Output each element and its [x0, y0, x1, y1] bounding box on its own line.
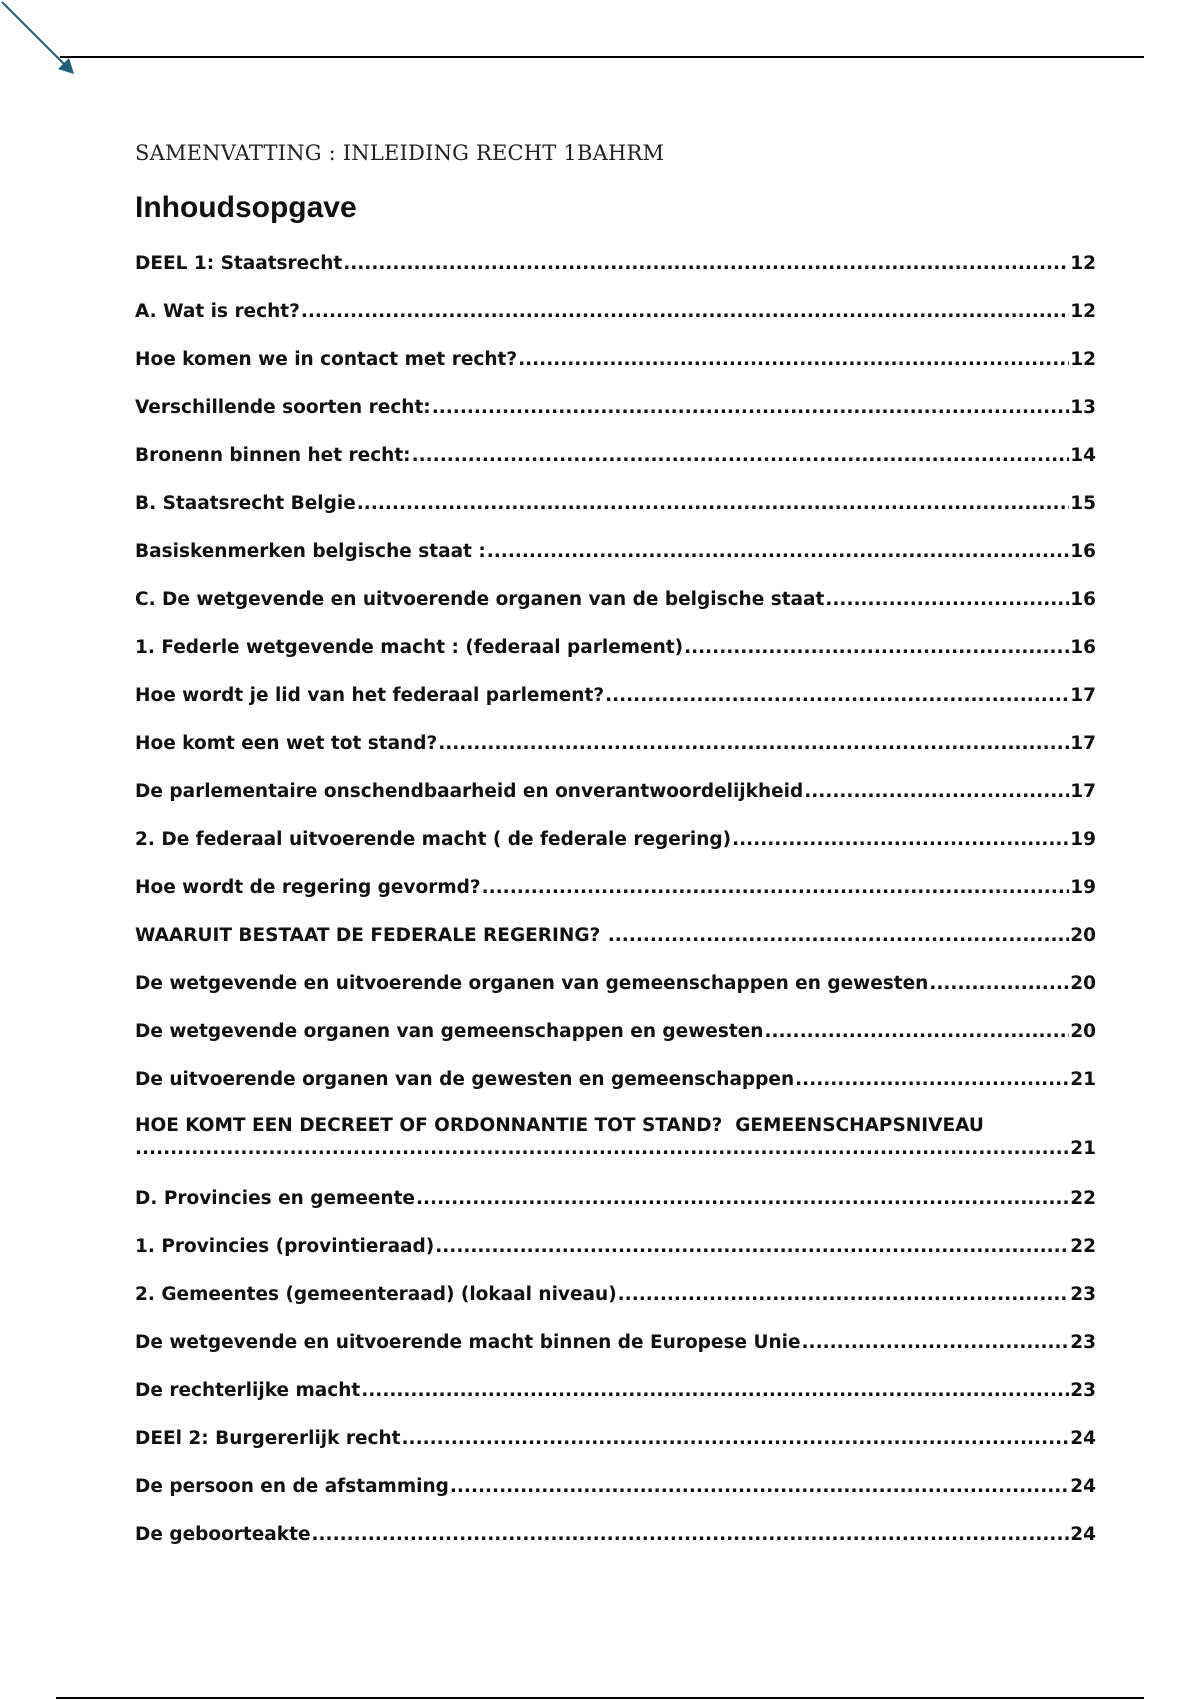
toc-page-number: 21: [1070, 1138, 1096, 1159]
toc-dot-leader: [802, 1329, 1070, 1357]
toc-dot-leader: [301, 298, 1069, 326]
toc-dot-leader: [518, 346, 1069, 374]
toc-dot-leader: [402, 1425, 1070, 1453]
toc-entry-title: DEEl 2: Burgererlijk recht: [135, 1428, 401, 1449]
toc-entry[interactable]: [135, 1185, 1096, 1233]
toc-dot-leader: [929, 970, 1069, 998]
toc-page-number: 24: [1070, 1476, 1096, 1497]
toc-dot-leader: [487, 538, 1070, 566]
toc-page-number: 20: [1070, 973, 1096, 994]
toc-dot-leader: [482, 874, 1070, 902]
toc-entry-title: C. De wetgevende en uitvoerende organen van de belgische staat: [135, 589, 825, 610]
toc-entry[interactable]: [135, 634, 1096, 682]
toc-page-number: 17: [1070, 733, 1096, 754]
toc-entry-title: Hoe komen we in contact met recht?: [135, 349, 518, 370]
toc-entry-title: 1. Provincies (provintieraad): [135, 1236, 435, 1257]
toc-entry-title: DEEL 1: Staatsrecht: [135, 253, 343, 274]
toc-entry-title: 2. Gemeentes (gemeenteraad) (lokaal niveau): [135, 1284, 617, 1305]
toc-page-number: 14: [1070, 445, 1096, 466]
toc-page-number: 19: [1070, 829, 1096, 850]
toc-dot-leader: [438, 730, 1069, 758]
toc-page-number: 20: [1070, 925, 1096, 946]
toc-entry-title: De rechterlijke macht: [135, 1380, 361, 1401]
toc-entry-title: D. Provincies en gemeente: [135, 1188, 415, 1209]
toc-page-number: 20: [1070, 1021, 1096, 1042]
toc-dot-leader: [804, 778, 1069, 806]
toc-entry-title: De uitvoerende organen van de gewesten en gemeenschappen: [135, 1069, 795, 1090]
toc-entry[interactable]: [135, 1425, 1096, 1473]
toc-dot-leader: [618, 1281, 1070, 1309]
toc-page-number: 22: [1070, 1236, 1096, 1257]
toc-entry-title: B. Staatsrecht Belgie: [135, 493, 356, 514]
toc-page-number: 23: [1070, 1284, 1096, 1305]
toc-entry[interactable]: [135, 826, 1096, 874]
table-of-contents: [135, 250, 1096, 1569]
toc-entry-leader-line: [135, 1137, 1096, 1160]
toc-page-number: 12: [1070, 253, 1096, 274]
toc-dot-leader: [416, 1185, 1069, 1213]
toc-dot-leader: [764, 1018, 1069, 1046]
toc-entry[interactable]: [135, 1233, 1096, 1281]
toc-dot-leader: [608, 922, 1070, 950]
toc-entry[interactable]: [135, 346, 1096, 394]
toc-page-number: 24: [1070, 1428, 1096, 1449]
toc-page-number: 15: [1070, 493, 1096, 514]
toc-entry-title: De persoon en de afstamming: [135, 1476, 449, 1497]
toc-entry-title: HOE KOMT EEN DECREET OF ORDONNANTIE TOT STAND? GEMEENSCHAPSNIVEAU: [135, 1115, 984, 1136]
toc-entry-title: Basiskenmerken belgische staat :: [135, 541, 486, 562]
toc-entry[interactable]: [135, 682, 1096, 730]
toc-page-number: 19: [1070, 877, 1096, 898]
toc-dot-leader: [450, 1473, 1069, 1501]
toc-dot-leader: [412, 442, 1070, 470]
toc-entry[interactable]: [135, 874, 1096, 922]
toc-entry[interactable]: [135, 778, 1096, 826]
toc-entry-title: Hoe komt een wet tot stand?: [135, 733, 438, 754]
toc-heading: Inhoudsopgave: [135, 191, 357, 224]
toc-entry[interactable]: [135, 538, 1096, 586]
toc-entry[interactable]: [135, 730, 1096, 778]
toc-entry[interactable]: [135, 1521, 1096, 1569]
toc-entry-title: Hoe wordt je lid van het federaal parlement?: [135, 685, 605, 706]
toc-entry-title: Bronenn binnen het recht:: [135, 445, 411, 466]
toc-dot-leader: [361, 1377, 1069, 1405]
toc-entry-title: Verschillende soorten recht:: [135, 397, 431, 418]
toc-entry[interactable]: [135, 1377, 1096, 1425]
toc-dot-leader: [684, 634, 1069, 662]
toc-entry[interactable]: [135, 490, 1096, 538]
toc-page-number: 16: [1070, 541, 1096, 562]
toc-page-number: 24: [1070, 1524, 1096, 1545]
toc-entry-title: De wetgevende en uitvoerende macht binnen de Europese Unie: [135, 1332, 801, 1353]
toc-dot-leader: [357, 490, 1069, 518]
toc-entry[interactable]: [135, 394, 1096, 442]
toc-entry-title: 1. Federle wetgevende macht : (federaal parlement): [135, 637, 684, 658]
toc-entry-title: De wetgevende organen van gemeenschappen en gewesten: [135, 1021, 764, 1042]
toc-page-number: 23: [1070, 1380, 1096, 1401]
toc-entry[interactable]: [135, 1018, 1096, 1066]
toc-dot-leader: [795, 1066, 1069, 1094]
footer-rule: [56, 1697, 1144, 1699]
toc-dot-leader: [825, 586, 1069, 614]
corner-arrow-icon: [0, 0, 80, 80]
toc-entry[interactable]: [135, 298, 1096, 346]
toc-entry-title: De parlementaire onschendbaarheid en onverantwoordelijkheid: [135, 781, 804, 802]
toc-page-number: 13: [1070, 397, 1096, 418]
toc-entry-title: WAARUIT BESTAAT DE FEDERALE REGERING?: [135, 925, 607, 946]
toc-page-number: 12: [1070, 301, 1096, 322]
toc-entry[interactable]: [135, 1329, 1096, 1377]
toc-entry-title: De geboorteakte: [135, 1524, 311, 1545]
toc-entry[interactable]: [135, 970, 1096, 1018]
toc-dot-leader: [312, 1521, 1070, 1549]
toc-page-number: 17: [1070, 685, 1096, 706]
toc-entry[interactable]: [135, 1114, 1096, 1185]
toc-page-number: 22: [1070, 1188, 1096, 1209]
toc-page-number: 23: [1070, 1332, 1096, 1353]
toc-page-number: 16: [1070, 637, 1096, 658]
toc-entry[interactable]: [135, 1066, 1096, 1114]
header-rule: [60, 56, 1144, 58]
toc-dot-leader: [135, 1137, 1069, 1160]
toc-dot-leader: [432, 394, 1070, 422]
toc-entry[interactable]: [135, 1281, 1096, 1329]
toc-page-number: 21: [1070, 1069, 1096, 1090]
document-header: SAMENVATTING : INLEIDING RECHT 1BAHRM: [135, 141, 665, 165]
toc-page-number: 17: [1070, 781, 1096, 802]
toc-page-number: 16: [1070, 589, 1096, 610]
toc-page-number: 12: [1070, 349, 1096, 370]
toc-entry[interactable]: [135, 922, 1096, 970]
toc-entry-title: A. Wat is recht?: [135, 301, 300, 322]
toc-entry[interactable]: [135, 586, 1096, 634]
toc-entry-title: Hoe wordt de regering gevormd?: [135, 877, 481, 898]
toc-dot-leader: [435, 1233, 1069, 1261]
toc-dot-leader: [732, 826, 1069, 854]
toc-entry[interactable]: [135, 250, 1096, 298]
toc-entry-title: De wetgevende en uitvoerende organen van gemeenschappen en gewesten: [135, 973, 929, 994]
toc-dot-leader: [605, 682, 1069, 710]
toc-entry[interactable]: [135, 442, 1096, 490]
toc-entry[interactable]: [135, 1473, 1096, 1521]
toc-entry-title: 2. De federaal uitvoerende macht ( de federale regering): [135, 829, 732, 850]
toc-dot-leader: [343, 250, 1069, 278]
